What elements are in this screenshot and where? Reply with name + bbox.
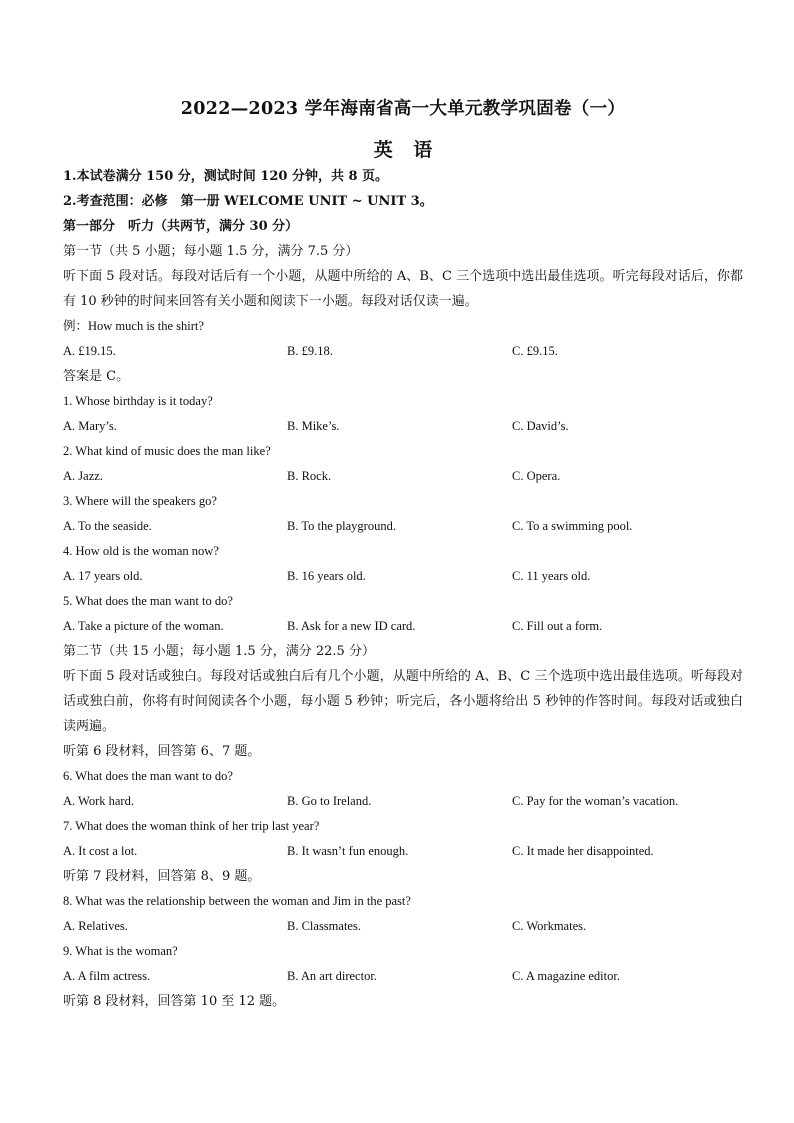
subject-title: 英 语: [373, 139, 433, 161]
option-b: B. Mike’s.: [287, 419, 340, 433]
question-2: 2. What kind of music does the man like?: [63, 444, 271, 458]
section1-heading: 第一节（共 5 小题；每小题 1.5 分，满分 7.5 分）: [63, 244, 359, 259]
option-a: A. A film actress.: [63, 969, 151, 983]
option-b: B. 16 years old.: [287, 569, 366, 583]
example-question: 例：How much is the shirt?: [63, 319, 204, 333]
option-a: A. It cost a lot.: [63, 844, 138, 858]
question-4: 4. How old is the woman now?: [63, 544, 219, 558]
option-c: C. Opera.: [512, 469, 561, 483]
option-b: B. Classmates.: [287, 919, 361, 933]
option-c: C. A magazine editor.: [512, 969, 620, 983]
option-a: A. Take a picture of the woman.: [63, 619, 224, 633]
option-c: C. 11 years old.: [512, 569, 591, 583]
option-a: A. Jazz.: [63, 469, 103, 483]
material-8-prompt: 听第 8 段材料，回答第 10 至 12 题。: [63, 994, 286, 1009]
part1-heading: 第一部分 听力（共两节，满分 30 分）: [63, 219, 299, 234]
question-1: 1. Whose birthday is it today?: [63, 394, 213, 408]
question-4-options: [63, 564, 743, 589]
option-b: B. Go to Ireland.: [287, 794, 372, 808]
question-5: 5. What does the man want to do?: [63, 594, 233, 608]
question-8-options: [63, 914, 743, 939]
question-7: 7. What does the woman think of her trip last year?: [63, 819, 320, 833]
question-2-options: [63, 464, 743, 489]
option-c: C. David’s.: [512, 419, 569, 433]
option-c: C. Pay for the woman’s vacation.: [512, 794, 679, 808]
option-b: B. An art director.: [287, 969, 377, 983]
option-c: C. Workmates.: [512, 919, 587, 933]
option-a: A. 17 years old.: [63, 569, 143, 583]
example-answer: 答案是 C。: [63, 369, 130, 384]
question-1-options: [63, 414, 743, 439]
question-6-options: [63, 789, 743, 814]
option-c: C. Fill out a form.: [512, 619, 603, 633]
option-a: A. To the seaside.: [63, 519, 152, 533]
note-1: 1.本试卷满分 150 分，测试时间 120 分钟，共 8 页。: [63, 169, 389, 184]
option-a: A. Relatives.: [63, 919, 128, 933]
option-a: A. £19.15.: [63, 344, 116, 358]
option-b: B. £9.18.: [287, 344, 333, 358]
option-a: A. Work hard.: [63, 794, 134, 808]
option-a: A. Mary’s.: [63, 419, 117, 433]
option-b: B. It wasn’t fun enough.: [287, 844, 409, 858]
option-b: B. Ask for a new ID card.: [287, 619, 416, 633]
question-3-options: [63, 514, 743, 539]
option-c: C. To a swimming pool.: [512, 519, 633, 533]
question-3: 3. Where will the speakers go?: [63, 494, 217, 508]
question-8: 8. What was the relationship between the woman and Jim in the past?: [63, 894, 411, 908]
option-c: C. £9.15.: [512, 344, 558, 358]
question-5-options: [63, 614, 743, 639]
note-2: 2.考查范围：必修 第一册 WELCOME UNIT ~ UNIT 3。: [63, 194, 433, 209]
question-7-options: [63, 839, 743, 864]
section1-instructions: 听下面 5 段对话。每段对话后有一个小题，从题中所给的 A、B、C 三个选项中选出最佳选项。听完每段对话后，你都有 10 秒钟的时间来回答有关小题和阅读下一小题。每段对话仅读一遍。: [63, 269, 743, 309]
example-options: [63, 339, 743, 364]
material-7-prompt: 听第 7 段材料，回答第 8、9 题。: [63, 869, 261, 884]
exam-page: [63, 96, 743, 1014]
section2-heading: 第二节（共 15 小题；每小题 1.5 分，满分 22.5 分）: [63, 644, 375, 659]
section2-instructions: 听下面 5 段对话或独白。每段对话或独白后有几个小题，从题中所给的 A、B、C 三个选项中选出最佳选项。听每段对话或独白前，你将有时间阅读各个小题，每小题 5 秒钟；听完后，各小题将给出 5 秒钟的作答时间。每段对话或独白读两遍。: [63, 669, 743, 734]
page-title: 2022—2023 学年海南省高一大单元教学巩固卷（一）: [180, 99, 626, 119]
option-c: C. It made her disappointed.: [512, 844, 654, 858]
question-9: 9. What is the woman?: [63, 944, 178, 958]
material-6-prompt: 听第 6 段材料，回答第 6、7 题。: [63, 744, 261, 759]
option-b: B. Rock.: [287, 469, 332, 483]
question-9-options: [63, 964, 743, 989]
option-b: B. To the playground.: [287, 519, 396, 533]
question-6: 6. What does the man want to do?: [63, 769, 233, 783]
